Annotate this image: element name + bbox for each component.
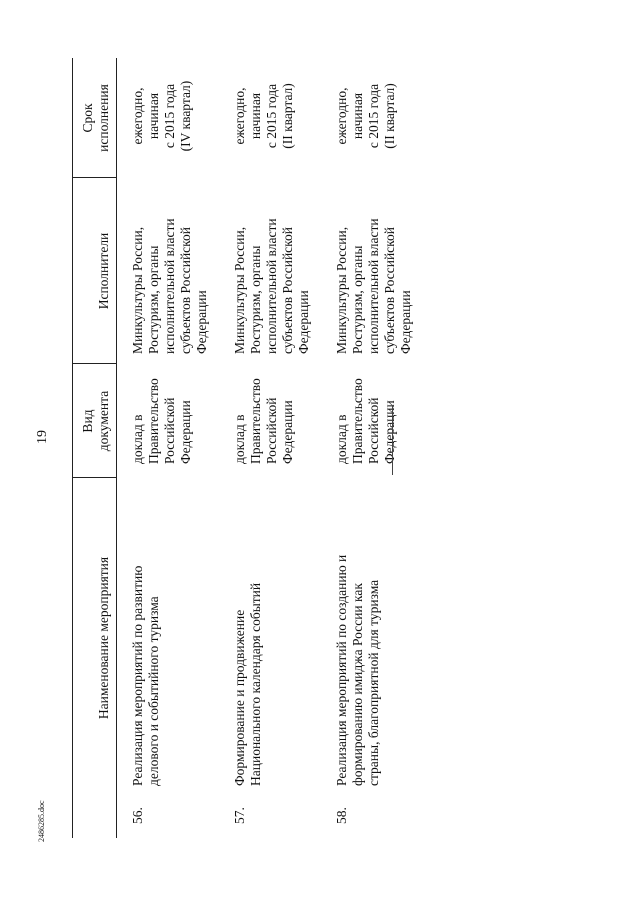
row-doc-type: доклад в Правительство Российской Федерации <box>130 378 193 464</box>
header-bottom-rule <box>116 58 117 838</box>
header-deadline: Срок исполнения <box>80 84 111 152</box>
row-executors: Минкультуры России, Ростуризм, органы исполнительной власти субъектов Российской Федерации <box>130 218 209 354</box>
header-doc-type: Вид документа <box>80 390 111 452</box>
row-deadline: ежегодно, начиная с 2015 года (II квартал) <box>232 83 295 149</box>
row-doc-type: доклад в Правительство Российской Федерации <box>232 378 295 464</box>
row-number: 56. <box>130 807 145 824</box>
row-name: Формирование и продвижение Национального календаря событий <box>232 582 263 786</box>
row-executors: Минкультуры России, Ростуризм, органы исполнительной власти субъектов Российской Федерации <box>334 218 413 354</box>
row-number: 58. <box>334 807 349 824</box>
page-number: 19 <box>35 430 50 444</box>
row-executors: Минкультуры России, Ростуризм, органы исполнительной власти субъектов Российской Федерации <box>232 218 311 354</box>
row-doc-type: доклад в Правительство Российской Федерации <box>334 378 397 464</box>
row-name: Реализация мероприятий по созданию и формированию имиджа России как страны, благоприятной для туризма <box>334 554 381 786</box>
row-number: 57. <box>232 807 247 824</box>
end-of-table-line <box>392 405 393 475</box>
row-deadline: ежегодно, начиная с 2015 года (IV квартал) <box>130 80 193 152</box>
row-name: Реализация мероприятий по развитию делового и событийного туризма <box>130 565 161 786</box>
events-table <box>72 58 412 838</box>
file-name-footer: 2486285.doc <box>37 800 46 842</box>
header-name: Наименование мероприятия <box>96 556 111 720</box>
header-executors: Исполнители <box>96 232 111 310</box>
table-top-rule <box>72 58 73 838</box>
row-deadline: ежегодно, начиная с 2015 года (II квартал) <box>334 83 397 149</box>
